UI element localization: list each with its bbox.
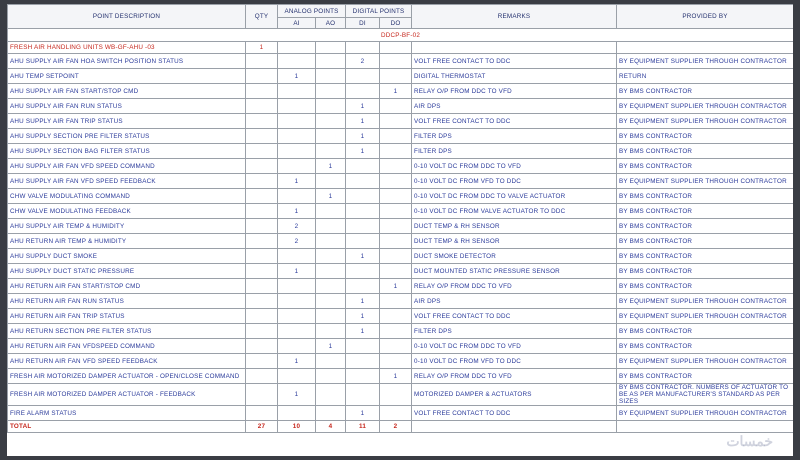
di-cell: 1 (346, 114, 380, 129)
di-cell: 1 (346, 406, 380, 421)
header-point-description: POINT DESCRIPTION (8, 5, 246, 29)
table-row (8, 129, 794, 144)
header-analog-points: ANALOG POINTS (278, 5, 346, 18)
qty-cell (246, 219, 278, 234)
ai-cell: 1 (278, 384, 316, 406)
di-cell: 1 (346, 294, 380, 309)
header-digital-points: DIGITAL POINTS (346, 5, 412, 18)
provided-by-cell: BY EQUIPMENT SUPPLIER THROUGH CONTRACTOR (617, 174, 793, 189)
table-row (8, 84, 794, 99)
do-cell (380, 249, 412, 264)
di-cell (346, 174, 380, 189)
ao-cell (316, 84, 346, 99)
provided-by-cell: BY BMS CONTRACTOR (617, 159, 793, 174)
io-points-table (7, 4, 793, 433)
remarks-cell: 0-10 VOLT DC FROM DDC TO VFD (412, 159, 617, 174)
ai-cell (278, 249, 316, 264)
provided-by-cell: BY EQUIPMENT SUPPLIER THROUGH CONTRACTOR (617, 354, 793, 369)
section-row (8, 29, 794, 42)
point-description-cell: AHU SUPPLY DUCT STATIC PRESSURE (8, 264, 246, 279)
di-cell (346, 204, 380, 219)
table-row (8, 384, 794, 406)
group-row (8, 42, 794, 54)
point-description-cell: AHU RETURN AIR FAN VFD SPEED FEEDBACK (8, 354, 246, 369)
table-row (8, 159, 794, 174)
qty-cell (246, 324, 278, 339)
qty-cell (246, 204, 278, 219)
ai-cell: 1 (278, 204, 316, 219)
provided-by-cell: BY BMS CONTRACTOR (617, 204, 793, 219)
remarks-cell: DUCT MOUNTED STATIC PRESSURE SENSOR (412, 264, 617, 279)
point-description-cell: FRESH AIR MOTORIZED DAMPER ACTUATOR - FEEDBACK (8, 384, 246, 406)
ai-cell (278, 339, 316, 354)
table-row (8, 99, 794, 114)
point-description-cell: AHU SUPPLY SECTION BAG FILTER STATUS (8, 144, 246, 159)
ao-cell (316, 384, 346, 406)
point-description-cell: AHU RETURN AIR FAN VFDSPEED COMMAND (8, 339, 246, 354)
di-cell: 1 (346, 144, 380, 159)
di-cell (346, 189, 380, 204)
group-qty: 1 (246, 42, 278, 54)
qty-cell (246, 369, 278, 384)
provided-by-cell: BY BMS CONTRACTOR (617, 279, 793, 294)
table-row (8, 54, 794, 69)
ao-cell (316, 406, 346, 421)
table-row (8, 309, 794, 324)
total-do: 2 (380, 421, 412, 433)
provided-by-cell: BY BMS CONTRACTOR (617, 144, 793, 159)
table-row (8, 406, 794, 421)
header-do: DO (380, 18, 412, 29)
do-cell: 1 (380, 84, 412, 99)
point-description-cell: AHU RETURN AIR FAN START/STOP CMD (8, 279, 246, 294)
ao-cell (316, 369, 346, 384)
total-label: TOTAL (8, 421, 246, 433)
qty-cell (246, 69, 278, 84)
ai-cell: 2 (278, 234, 316, 249)
ao-cell (316, 69, 346, 84)
ai-cell (278, 309, 316, 324)
provided-by-cell: BY BMS CONTRACTOR (617, 324, 793, 339)
header-ao: AO (316, 18, 346, 29)
ao-cell (316, 294, 346, 309)
remarks-cell: VOLT FREE CONTACT TO DDC (412, 54, 617, 69)
ao-cell (316, 129, 346, 144)
points-schedule-sheet (7, 4, 793, 456)
section-title: DDCP-BF-02 (8, 29, 794, 42)
point-description-cell: FIRE ALARM STATUS (8, 406, 246, 421)
di-cell (346, 234, 380, 249)
do-cell (380, 144, 412, 159)
remarks-cell: VOLT FREE CONTACT TO DDC (412, 114, 617, 129)
point-description-cell: AHU SUPPLY DUCT SMOKE (8, 249, 246, 264)
do-cell (380, 204, 412, 219)
remarks-cell: DUCT SMOKE DETECTOR (412, 249, 617, 264)
ao-cell: 1 (316, 189, 346, 204)
table-row (8, 174, 794, 189)
do-cell (380, 129, 412, 144)
remarks-cell: 0-10 VOLT DC FROM DDC TO VFD (412, 339, 617, 354)
do-cell (380, 294, 412, 309)
ai-cell (278, 54, 316, 69)
ai-cell (278, 294, 316, 309)
provided-by-cell: BY EQUIPMENT SUPPLIER THROUGH CONTRACTOR (617, 294, 793, 309)
table-row (8, 249, 794, 264)
ai-cell: 2 (278, 219, 316, 234)
qty-cell (246, 84, 278, 99)
provided-by-cell: RETURN (617, 69, 793, 84)
point-description-cell: CHW VALVE MODULATING COMMAND (8, 189, 246, 204)
table-row (8, 144, 794, 159)
provided-by-cell: BY EQUIPMENT SUPPLIER THROUGH CONTRACTOR (617, 406, 793, 421)
di-cell: 1 (346, 249, 380, 264)
do-cell (380, 324, 412, 339)
provided-by-cell: BY EQUIPMENT SUPPLIER THROUGH CONTRACTOR (617, 114, 793, 129)
ai-cell (278, 84, 316, 99)
ao-cell (316, 99, 346, 114)
header-remarks: REMARKS (412, 5, 617, 29)
table-row (8, 219, 794, 234)
remarks-cell: MOTORIZED DAMPER & ACTUATORS (412, 384, 617, 406)
qty-cell (246, 339, 278, 354)
table-row (8, 339, 794, 354)
provided-by-cell: BY EQUIPMENT SUPPLIER THROUGH CONTRACTOR (617, 54, 793, 69)
ai-cell: 1 (278, 264, 316, 279)
table-row (8, 294, 794, 309)
do-cell (380, 384, 412, 406)
ao-cell (316, 234, 346, 249)
remarks-cell: RELAY O/P FROM DDC TO VFD (412, 369, 617, 384)
remarks-cell: DIGITAL THERMOSTAT (412, 69, 617, 84)
point-description-cell: CHW VALVE MODULATING FEEDBACK (8, 204, 246, 219)
qty-cell (246, 54, 278, 69)
ao-cell (316, 279, 346, 294)
qty-cell (246, 309, 278, 324)
do-cell (380, 114, 412, 129)
point-description-cell: AHU RETURN SECTION PRE FILTER STATUS (8, 324, 246, 339)
qty-cell (246, 354, 278, 369)
point-description-cell: AHU SUPPLY AIR FAN VFD SPEED FEEDBACK (8, 174, 246, 189)
qty-cell (246, 129, 278, 144)
remarks-cell: DUCT TEMP & RH SENSOR (412, 219, 617, 234)
remarks-cell: 0-10 VOLT DC FROM VFD TO DDC (412, 174, 617, 189)
remarks-cell: VOLT FREE CONTACT TO DDC (412, 309, 617, 324)
ao-cell (316, 114, 346, 129)
remarks-cell: VOLT FREE CONTACT TO DDC (412, 406, 617, 421)
provided-by-cell: BY BMS CONTRACTOR (617, 189, 793, 204)
point-description-cell: AHU SUPPLY AIR FAN HOA SWITCH POSITION STATUS (8, 54, 246, 69)
do-cell (380, 354, 412, 369)
table-row (8, 114, 794, 129)
table-row (8, 354, 794, 369)
remarks-cell: DUCT TEMP & RH SENSOR (412, 234, 617, 249)
do-cell (380, 264, 412, 279)
ao-cell (316, 144, 346, 159)
qty-cell (246, 99, 278, 114)
ai-cell: 1 (278, 354, 316, 369)
di-cell (346, 264, 380, 279)
provided-by-cell: BY BMS CONTRACTOR (617, 84, 793, 99)
ai-cell (278, 369, 316, 384)
group-description: FRESH AIR HANDLING UNITS WB-GF-AHU -03 (8, 42, 246, 54)
point-description-cell: AHU RETURN AIR FAN RUN STATUS (8, 294, 246, 309)
remarks-cell: RELAY O/P FROM DDC TO VFD (412, 279, 617, 294)
point-description-cell: FRESH AIR MOTORIZED DAMPER ACTUATOR - OPEN/CLOSE COMMAND (8, 369, 246, 384)
point-description-cell: AHU TEMP SETPOINT (8, 69, 246, 84)
ao-cell (316, 309, 346, 324)
do-cell (380, 234, 412, 249)
ai-cell (278, 324, 316, 339)
ai-cell (278, 129, 316, 144)
point-description-cell: AHU SUPPLY AIR FAN RUN STATUS (8, 99, 246, 114)
remarks-cell: 0-10 VOLT DC FROM VFD TO DDC (412, 354, 617, 369)
ao-cell (316, 264, 346, 279)
remarks-cell: FILTER DPS (412, 324, 617, 339)
qty-cell (246, 144, 278, 159)
provided-by-cell: BY BMS CONTRACTOR (617, 264, 793, 279)
do-cell (380, 339, 412, 354)
di-cell (346, 384, 380, 406)
provided-by-cell: BY EQUIPMENT SUPPLIER THROUGH CONTRACTOR (617, 99, 793, 114)
point-description-cell: AHU SUPPLY SECTION PRE FILTER STATUS (8, 129, 246, 144)
do-cell (380, 174, 412, 189)
do-cell (380, 99, 412, 114)
di-cell: 1 (346, 324, 380, 339)
do-cell (380, 309, 412, 324)
remarks-cell: 0-10 VOLT DC FROM VALVE ACTUATOR TO DDC (412, 204, 617, 219)
di-cell: 1 (346, 99, 380, 114)
qty-cell (246, 406, 278, 421)
header-ai: AI (278, 18, 316, 29)
point-description-cell: AHU SUPPLY AIR TEMP & HUMIDITY (8, 219, 246, 234)
provided-by-cell: BY EQUIPMENT SUPPLIER THROUGH CONTRACTOR (617, 309, 793, 324)
ao-cell (316, 219, 346, 234)
qty-cell (246, 234, 278, 249)
qty-cell (246, 264, 278, 279)
provided-by-cell: BY BMS CONTRACTOR (617, 369, 793, 384)
remarks-cell: RELAY O/P FROM DDC TO VFD (412, 84, 617, 99)
ao-cell (316, 204, 346, 219)
remarks-cell: AIR DPS (412, 99, 617, 114)
do-cell (380, 219, 412, 234)
provided-by-cell: BY BMS CONTRACTOR (617, 234, 793, 249)
qty-cell (246, 279, 278, 294)
header-provided-by: PROVIDED BY (617, 5, 793, 29)
qty-cell (246, 249, 278, 264)
point-description-cell: AHU SUPPLY AIR FAN TRIP STATUS (8, 114, 246, 129)
ao-cell (316, 174, 346, 189)
ao-cell (316, 54, 346, 69)
di-cell (346, 369, 380, 384)
table-row (8, 279, 794, 294)
remarks-cell: AIR DPS (412, 294, 617, 309)
qty-cell (246, 114, 278, 129)
ai-cell: 1 (278, 174, 316, 189)
provided-by-cell: BY BMS CONTRACTOR (617, 339, 793, 354)
di-cell (346, 354, 380, 369)
remarks-cell: FILTER DPS (412, 144, 617, 159)
ao-cell (316, 249, 346, 264)
di-cell (346, 84, 380, 99)
ai-cell (278, 144, 316, 159)
di-cell: 1 (346, 129, 380, 144)
ai-cell (278, 279, 316, 294)
ai-cell (278, 159, 316, 174)
total-di: 11 (346, 421, 380, 433)
qty-cell (246, 189, 278, 204)
remarks-cell: FILTER DPS (412, 129, 617, 144)
ao-cell: 1 (316, 159, 346, 174)
ao-cell (316, 324, 346, 339)
table-row (8, 369, 794, 384)
qty-cell (246, 384, 278, 406)
table-row (8, 264, 794, 279)
ai-cell (278, 189, 316, 204)
qty-cell (246, 174, 278, 189)
ai-cell (278, 114, 316, 129)
total-ai: 10 (278, 421, 316, 433)
qty-cell (246, 159, 278, 174)
ao-cell (316, 354, 346, 369)
do-cell: 1 (380, 369, 412, 384)
total-qty: 27 (246, 421, 278, 433)
ao-cell: 1 (316, 339, 346, 354)
di-cell: 1 (346, 309, 380, 324)
qty-cell (246, 294, 278, 309)
di-cell (346, 69, 380, 84)
ai-cell (278, 406, 316, 421)
do-cell (380, 54, 412, 69)
table-row (8, 189, 794, 204)
point-description-cell: AHU RETURN AIR TEMP & HUMIDITY (8, 234, 246, 249)
do-cell (380, 159, 412, 174)
di-cell (346, 219, 380, 234)
point-description-cell: AHU SUPPLY AIR FAN VFD SPEED COMMAND (8, 159, 246, 174)
provided-by-cell: BY BMS CONTRACTOR (617, 129, 793, 144)
header-di: DI (346, 18, 380, 29)
do-cell (380, 189, 412, 204)
table-row (8, 69, 794, 84)
header-qty: QTY (246, 5, 278, 29)
do-cell: 1 (380, 279, 412, 294)
remarks-cell: 0-10 VOLT DC FROM DDC TO VALVE ACTUATOR (412, 189, 617, 204)
di-cell (346, 279, 380, 294)
point-description-cell: AHU SUPPLY AIR FAN START/STOP CMD (8, 84, 246, 99)
provided-by-cell: BY BMS CONTRACTOR (617, 219, 793, 234)
do-cell (380, 406, 412, 421)
provided-by-cell: BY BMS CONTRACTOR (617, 249, 793, 264)
total-ao: 4 (316, 421, 346, 433)
di-cell: 2 (346, 54, 380, 69)
point-description-cell: AHU RETURN AIR FAN TRIP STATUS (8, 309, 246, 324)
do-cell (380, 69, 412, 84)
table-row (8, 234, 794, 249)
total-row (8, 421, 794, 433)
table-row (8, 204, 794, 219)
di-cell (346, 159, 380, 174)
ai-cell (278, 99, 316, 114)
table-row (8, 324, 794, 339)
watermark: خمسات (726, 433, 773, 449)
di-cell (346, 339, 380, 354)
provided-by-cell: BY BMS CONTRACTOR. NUMBERS OF ACTUATOR TO BE AS PER MANUFACTURER'S STANDARD AS PER SIZES (617, 384, 793, 406)
ai-cell: 1 (278, 69, 316, 84)
